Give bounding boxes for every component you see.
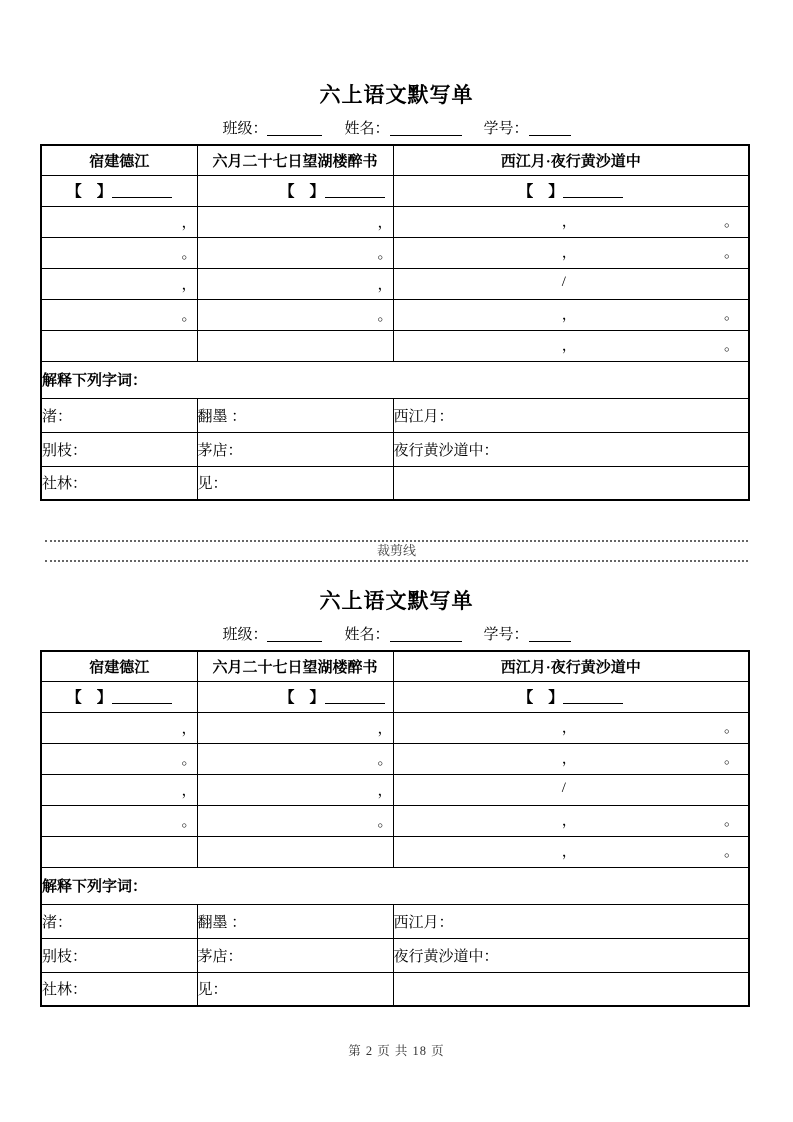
poem-cell-wide [393, 712, 749, 743]
class-blank [267, 124, 322, 136]
author-bracket-row [41, 681, 749, 712]
class-label: 班级： [222, 121, 268, 137]
poem-cell: 。 [41, 805, 197, 836]
poem-title-wanghulou: 六月二十七日望湖楼醉书 [197, 651, 393, 681]
poem-cell: ， [197, 268, 393, 299]
author-blank-line [563, 692, 623, 704]
bracket: 【 】 [66, 690, 112, 706]
mid-punctuation: ， [561, 337, 577, 354]
definition-cell: 见： [197, 466, 393, 500]
poem-line-row [41, 836, 749, 867]
definition-cell: 渚： [41, 398, 197, 432]
poem-cell-wide [393, 836, 749, 867]
poem-cell-wide [393, 268, 749, 299]
dictation-sheet-copy-2 [0, 589, 793, 1007]
poem-title-row [41, 651, 749, 681]
mid-punctuation: ， [561, 244, 577, 261]
student-id-blank [529, 124, 571, 136]
poem-line-row [41, 330, 749, 361]
definition-cell: 别枝： [41, 432, 197, 466]
poem-cell: ， [197, 712, 393, 743]
end-punctuation: 。 [723, 843, 739, 860]
stanza-break-slash: / [561, 779, 566, 796]
cut-dotted-line-bottom [45, 560, 748, 562]
poem-cell-wide [393, 299, 749, 330]
author-blank-line [112, 186, 172, 198]
poem-title-xijiangyue: 西江月·夜行黄沙道中 [393, 145, 749, 175]
dictation-table [40, 144, 750, 501]
definition-cell: 茅店： [197, 432, 393, 466]
mid-punctuation: ， [561, 843, 577, 860]
poem-cell: 。 [197, 805, 393, 836]
student-id-label: 学号： [483, 121, 529, 137]
name-blank [390, 124, 462, 136]
student-id-label: 学号： [483, 627, 529, 643]
student-info-line [0, 626, 793, 645]
name-label: 姓名： [344, 627, 390, 643]
definition-cell: 翻墨 ： [197, 904, 393, 938]
definition-cell: 西江月： [393, 904, 749, 938]
definition-cell: 翻墨 ： [197, 398, 393, 432]
name-blank [390, 630, 462, 642]
poem-cell [197, 836, 393, 867]
end-punctuation: 。 [723, 719, 739, 736]
definition-cell: 社林： [41, 466, 197, 500]
poem-cell-wide [393, 330, 749, 361]
end-punctuation: 。 [723, 337, 739, 354]
author-blank-line [325, 692, 385, 704]
stanza-break-slash: / [561, 273, 566, 290]
author-bracket-cell [393, 175, 749, 206]
student-info-line [0, 120, 793, 139]
author-blank-line [325, 186, 385, 198]
poem-cell: ， [197, 206, 393, 237]
explain-header: 解释下列字词： [41, 867, 749, 904]
poem-title-xijiangyue: 西江月·夜行黄沙道中 [393, 651, 749, 681]
end-punctuation: 。 [723, 750, 739, 767]
poem-cell: 。 [41, 237, 197, 268]
author-bracket-row [41, 175, 749, 206]
author-bracket-cell [41, 175, 197, 206]
end-punctuation: 。 [723, 306, 739, 323]
definition-cell: 夜行黄沙道中： [393, 432, 749, 466]
definition-row [41, 938, 749, 972]
definition-row [41, 466, 749, 500]
author-blank-line [112, 692, 172, 704]
bracket: 【 】 [518, 184, 564, 200]
poem-cell [41, 330, 197, 361]
dictation-table [40, 650, 750, 1007]
definition-cell: 见： [197, 972, 393, 1006]
poem-cell: ， [41, 268, 197, 299]
poem-title-row [41, 145, 749, 175]
poem-cell: ， [41, 712, 197, 743]
sheet-title: 六上语文默写单 [319, 589, 474, 613]
poem-title-sujiandejiang: 宿建德江 [41, 145, 197, 175]
poem-cell-wide [393, 805, 749, 836]
poem-cell: 。 [41, 299, 197, 330]
definition-cell: 夜行黄沙道中： [393, 938, 749, 972]
poem-line-row [41, 805, 749, 836]
poem-line-row [41, 268, 749, 299]
end-punctuation: 。 [723, 213, 739, 230]
class-blank [267, 630, 322, 642]
cut-line-label: 裁剪线 [376, 543, 416, 558]
poem-title-wanghulou: 六月二十七日望湖楼醉书 [197, 145, 393, 175]
definition-cell [393, 972, 749, 1006]
definition-cell: 别枝： [41, 938, 197, 972]
poem-cell: 。 [197, 237, 393, 268]
poem-line-row [41, 712, 749, 743]
poem-cell: 。 [197, 299, 393, 330]
poem-cell: ， [41, 206, 197, 237]
sheet-title: 六上语文默写单 [319, 83, 474, 107]
explain-header-row [41, 867, 749, 904]
mid-punctuation: ， [561, 306, 577, 323]
definition-cell: 社林： [41, 972, 197, 1006]
cut-line-separator [45, 540, 748, 562]
explain-header: 解释下列字词： [41, 361, 749, 398]
mid-punctuation: ， [561, 812, 577, 829]
page-number-footer: 第 2 页 共 18 页 [348, 1044, 445, 1058]
definition-row [41, 432, 749, 466]
poem-cell-wide [393, 206, 749, 237]
author-bracket-cell [393, 681, 749, 712]
explain-header-row [41, 361, 749, 398]
poem-cell-wide [393, 237, 749, 268]
poem-line-row [41, 743, 749, 774]
definition-cell [393, 466, 749, 500]
poem-cell [41, 836, 197, 867]
definition-cell: 茅店： [197, 938, 393, 972]
definition-row [41, 398, 749, 432]
poem-cell [197, 330, 393, 361]
poem-cell: 。 [41, 743, 197, 774]
mid-punctuation: ， [561, 213, 577, 230]
poem-title-sujiandejiang: 宿建德江 [41, 651, 197, 681]
poem-cell: ， [197, 774, 393, 805]
bracket: 【 】 [279, 184, 325, 200]
poem-cell: 。 [197, 743, 393, 774]
definition-row [41, 904, 749, 938]
poem-line-row [41, 774, 749, 805]
poem-cell: ， [41, 774, 197, 805]
definition-cell: 西江月： [393, 398, 749, 432]
mid-punctuation: ， [561, 750, 577, 767]
dictation-sheet-copy-1 [0, 83, 793, 501]
end-punctuation: 。 [723, 244, 739, 261]
mid-punctuation: ， [561, 719, 577, 736]
end-punctuation: 。 [723, 812, 739, 829]
author-blank-line [563, 186, 623, 198]
poem-line-row [41, 299, 749, 330]
author-bracket-cell [197, 681, 393, 712]
poem-cell-wide [393, 743, 749, 774]
definition-cell: 渚： [41, 904, 197, 938]
poem-line-row [41, 237, 749, 268]
bracket: 【 】 [518, 690, 564, 706]
bracket: 【 】 [279, 690, 325, 706]
name-label: 姓名： [344, 121, 390, 137]
author-bracket-cell [197, 175, 393, 206]
student-id-blank [529, 630, 571, 642]
author-bracket-cell [41, 681, 197, 712]
definition-row [41, 972, 749, 1006]
class-label: 班级： [222, 627, 268, 643]
poem-line-row [41, 206, 749, 237]
poem-cell-wide [393, 774, 749, 805]
bracket: 【 】 [66, 184, 112, 200]
